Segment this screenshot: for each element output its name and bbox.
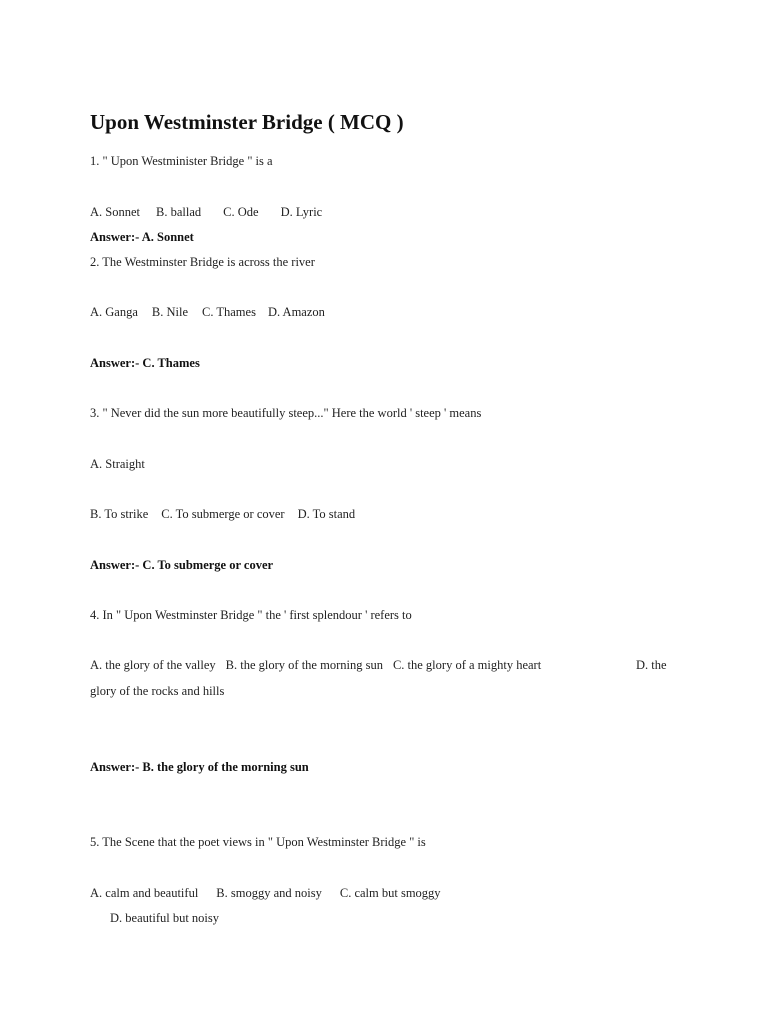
question-5-text: 5. The Scene that the poet views in " Upon Westminster Bridge " is	[90, 835, 426, 849]
option-2a: A. Ganga	[90, 305, 138, 319]
answer-1: Answer:- A. Sonnet	[90, 230, 194, 244]
option-2b: B. Nile	[151, 305, 189, 319]
option-4b: B. the glory of the morning sun	[225, 658, 383, 672]
option-3a: A. Straight	[90, 457, 145, 471]
option-3b: B. To strike	[90, 507, 149, 521]
option-5b: B. smoggy and noisy	[216, 886, 322, 900]
option-4c: C. the glory of a mighty heart	[392, 658, 542, 672]
question-3-text: 3. " Never did the sun more beautifully steep..." Here the world ' steep ' means	[90, 406, 482, 420]
question-2-options	[90, 304, 325, 320]
option-5d: D. beautiful but noisy	[110, 911, 220, 925]
question-4-text: 4. In " Upon Westminster Bridge " the ' first splendour ' refers to	[90, 608, 412, 622]
option-2d: D. Amazon	[267, 305, 325, 319]
option-5c: C. calm but smoggy	[339, 886, 441, 900]
option-1b: B. ballad	[156, 205, 202, 219]
question-5-options	[90, 885, 441, 901]
option-1a: A. Sonnet	[90, 205, 140, 219]
option-2c: C. Thames	[202, 305, 256, 319]
answer-2: Answer:- C. Thames	[90, 356, 200, 370]
answer-4: Answer:- B. the glory of the morning sun	[90, 760, 309, 774]
option-5a: A. calm and beautiful	[90, 886, 199, 900]
option-3d: D. To stand	[297, 507, 356, 521]
option-1c: C. Ode	[223, 205, 259, 219]
question-4-options	[90, 657, 541, 673]
question-2-text: 2. The Westminster Bridge is across the river	[90, 255, 315, 269]
answer-3: Answer:- C. To submerge or cover	[90, 558, 274, 572]
option-4a: A. the glory of the valley	[90, 658, 216, 672]
question-1-options	[90, 204, 322, 220]
option-4d-start: D. the	[636, 658, 667, 672]
question-1-text: 1. " Upon Westminister Bridge " is a	[90, 154, 273, 168]
question-3-options	[90, 506, 355, 522]
option-1d: D. Lyric	[280, 205, 323, 219]
option-4d-continued: glory of the rocks and hills	[90, 684, 225, 698]
option-3c: C. To submerge or cover	[161, 507, 285, 521]
page-title: Upon Westminster Bridge ( MCQ )	[90, 110, 404, 134]
